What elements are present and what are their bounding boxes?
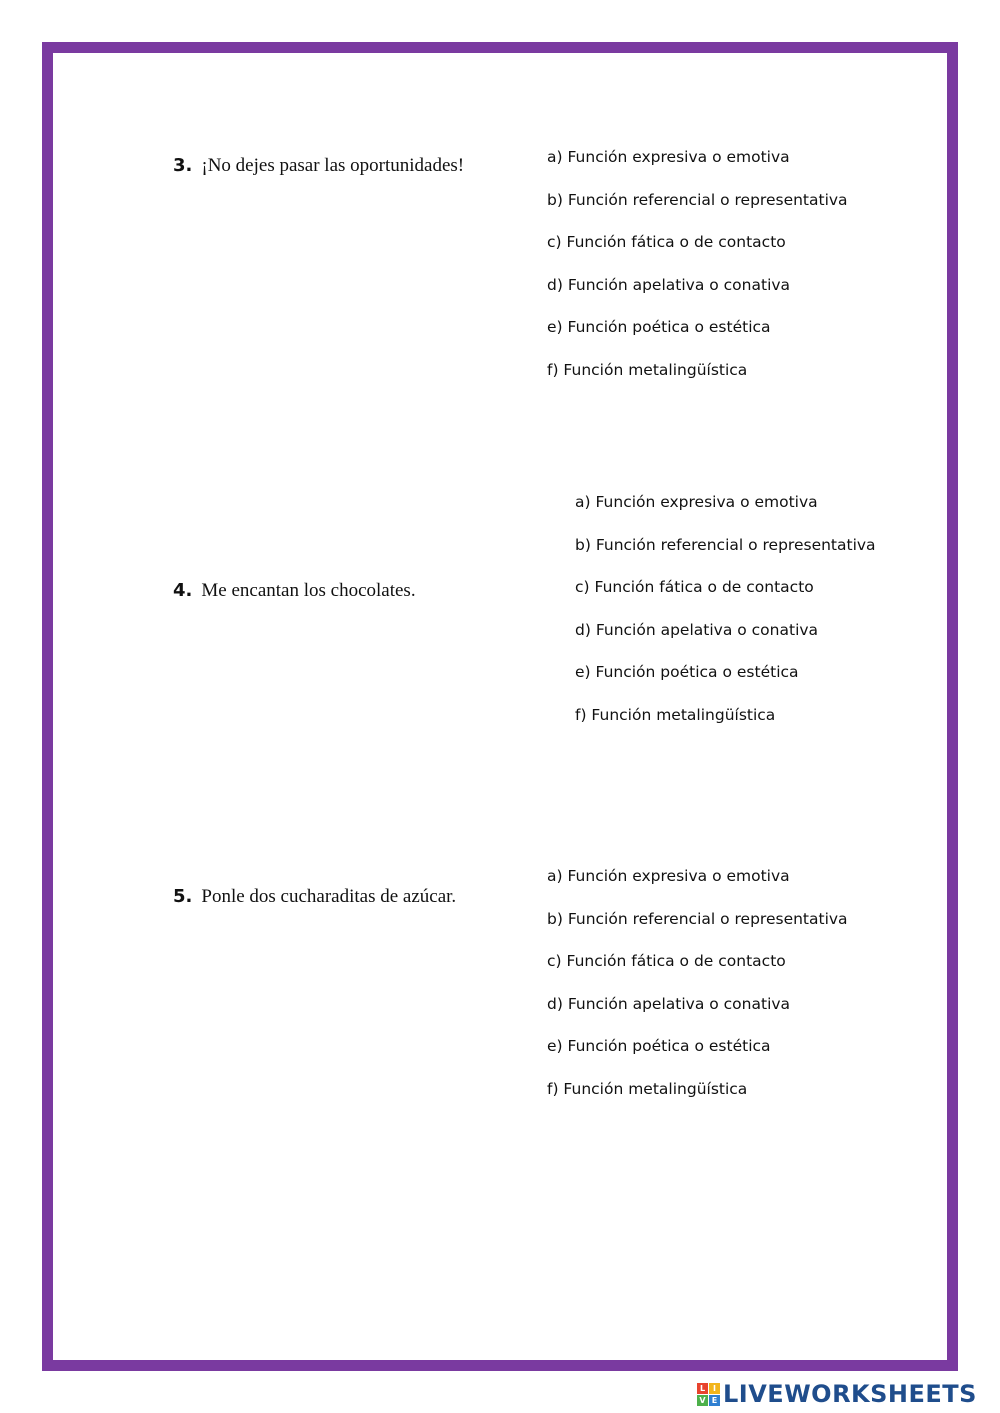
option-d[interactable]: d) Función apelativa o conativa [547,275,791,294]
options-list-5 [547,866,848,1122]
option-b[interactable]: b) Función referencial o representativa [547,909,848,928]
logo-mark-l: L [697,1383,708,1394]
question-text: Me encantan los chocolates. [201,580,416,601]
option-f[interactable]: f) Función metalingüística [547,360,748,379]
option-a[interactable]: a) Función expresiva o emotiva [575,493,818,511]
logo-mark-e: E [709,1395,720,1406]
option-f[interactable]: f) Función metalingüística [547,1079,748,1098]
option-a[interactable]: a) Función expresiva o emotiva [547,148,790,166]
option-d[interactable]: d) Función apelativa o conativa [547,994,791,1013]
question-text: Ponle dos cucharaditas de azúcar. [201,886,457,907]
option-f[interactable]: f) Función metalingüística [575,705,776,724]
option-c[interactable]: c) Función fática o de contacto [575,578,814,597]
option-e[interactable]: e) Función poética o estética [547,318,771,337]
logo-text: LIVEWORKSHEETS [723,1380,977,1408]
logo-mark-i: I [709,1383,720,1394]
question-3 [173,155,464,177]
option-e[interactable]: e) Función poética o estética [575,663,799,682]
question-text: ¡No dejes pasar las oportunidades! [201,155,465,176]
option-d[interactable]: d) Función apelativa o conativa [575,620,819,639]
liveworksheets-logo [697,1379,977,1409]
question-number: 3. [173,155,193,176]
question-number: 5. [173,886,193,907]
options-list-3 [547,147,848,403]
logo-mark-icon [697,1383,720,1406]
option-b[interactable]: b) Función referencial o representativa [575,535,876,554]
question-5 [173,886,456,908]
logo-mark-v: V [697,1395,708,1406]
option-c[interactable]: c) Función fática o de contacto [547,952,786,971]
option-c[interactable]: c) Función fática o de contacto [547,233,786,252]
option-e[interactable]: e) Función poética o estética [547,1037,771,1056]
option-a[interactable]: a) Función expresiva o emotiva [547,867,790,885]
question-4 [173,580,416,602]
options-list-4 [575,492,876,748]
question-number: 4. [173,580,193,601]
option-b[interactable]: b) Función referencial o representativa [547,190,848,209]
